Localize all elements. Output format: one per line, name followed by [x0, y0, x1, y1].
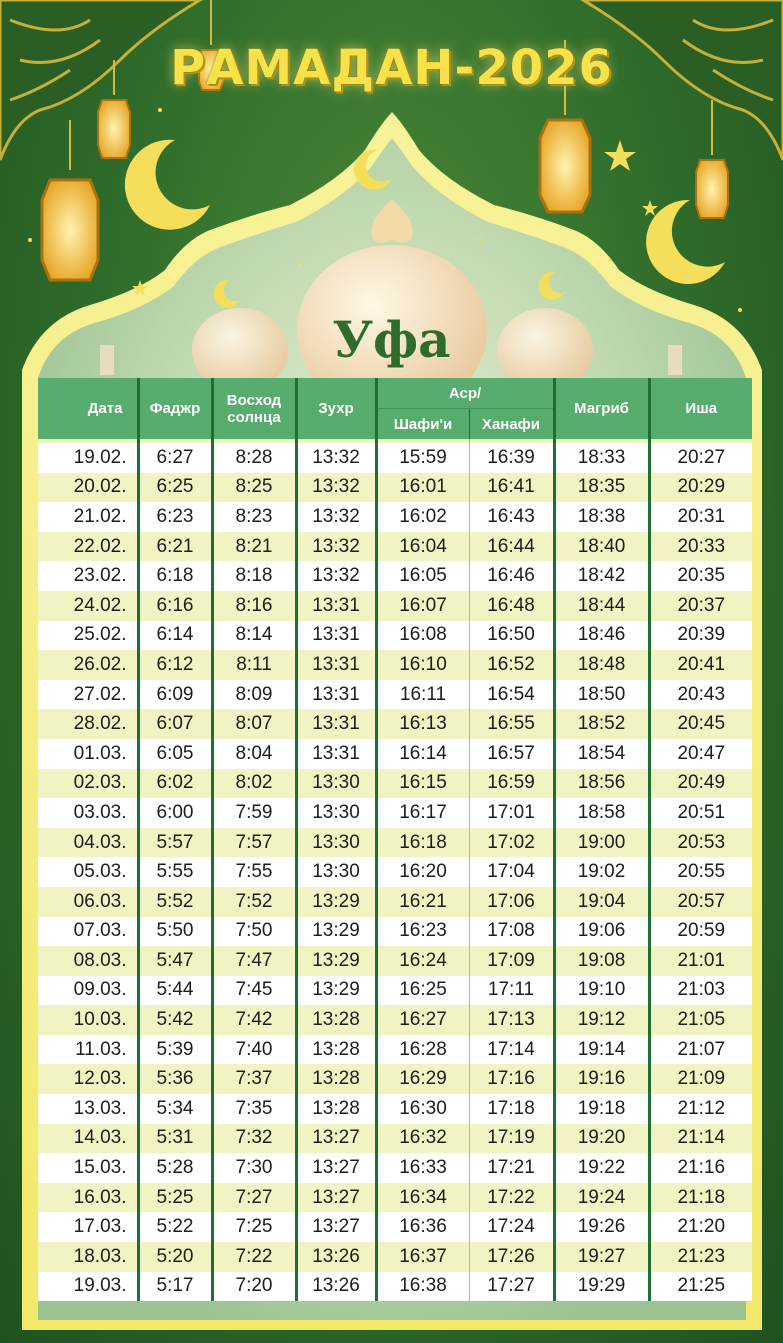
- table-row: [38, 680, 752, 710]
- maghrib-cell: 18:38: [554, 502, 649, 532]
- fajr-cell: 5:39: [138, 1035, 212, 1065]
- zuhr-cell: 13:31: [296, 739, 376, 769]
- sunrise-cell: 7:30: [212, 1153, 296, 1183]
- date-cell: 19.03.: [38, 1272, 138, 1302]
- asr-shafi-cell: 16:02: [376, 502, 469, 532]
- zuhr-cell: 13:28: [296, 1094, 376, 1124]
- isha-cell: 21:07: [649, 1035, 752, 1065]
- asr-hanafi-cell: 16:43: [469, 502, 554, 532]
- asr-shafi-cell: 16:13: [376, 709, 469, 739]
- sunrise-cell: 8:02: [212, 769, 296, 799]
- zuhr-cell: 13:27: [296, 1212, 376, 1242]
- asr-hanafi-cell: 16:41: [469, 473, 554, 503]
- date-cell: 16.03.: [38, 1183, 138, 1213]
- table-row: [38, 769, 752, 799]
- asr-shafi-cell: 16:32: [376, 1124, 469, 1154]
- maghrib-cell: 18:50: [554, 680, 649, 710]
- asr-hanafi-cell: 17:14: [469, 1035, 554, 1065]
- isha-cell: 21:18: [649, 1183, 752, 1213]
- asr-shafi-cell: 16:14: [376, 739, 469, 769]
- fajr-cell: 5:47: [138, 946, 212, 976]
- sunrise-cell: 7:42: [212, 1005, 296, 1035]
- date-cell: 27.02.: [38, 680, 138, 710]
- asr-hanafi-cell: 16:50: [469, 621, 554, 651]
- sunrise-cell: 8:11: [212, 650, 296, 680]
- table-row: [38, 1272, 752, 1302]
- asr-shafi-cell: 16:10: [376, 650, 469, 680]
- fajr-cell: 6:16: [138, 591, 212, 621]
- asr-shafi-cell: 16:08: [376, 621, 469, 651]
- date-cell: 24.02.: [38, 591, 138, 621]
- isha-cell: 21:01: [649, 946, 752, 976]
- fajr-cell: 5:17: [138, 1272, 212, 1302]
- asr-shafi-cell: 16:17: [376, 798, 469, 828]
- date-cell: 11.03.: [38, 1035, 138, 1065]
- maghrib-cell: 19:14: [554, 1035, 649, 1065]
- maghrib-cell: 18:33: [554, 443, 649, 473]
- asr-shafi-cell: 16:05: [376, 561, 469, 591]
- maghrib-cell: 19:16: [554, 1064, 649, 1094]
- table-row: [38, 917, 752, 947]
- sunrise-cell: 7:47: [212, 946, 296, 976]
- fajr-cell: 5:25: [138, 1183, 212, 1213]
- table-header: [38, 378, 752, 439]
- asr-hanafi-cell: 16:46: [469, 561, 554, 591]
- maghrib-cell: 18:56: [554, 769, 649, 799]
- asr-shafi-cell: 16:01: [376, 473, 469, 503]
- isha-cell: 21:03: [649, 976, 752, 1006]
- maghrib-cell: 19:27: [554, 1242, 649, 1272]
- schedule-table-wrap: [38, 378, 752, 1301]
- isha-cell: 21:09: [649, 1064, 752, 1094]
- header-zuhr: Зухр: [296, 378, 376, 439]
- table-row: [38, 1124, 752, 1154]
- table-row: [38, 946, 752, 976]
- header-fajr: Фаджр: [138, 378, 212, 439]
- sunrise-cell: 7:45: [212, 976, 296, 1006]
- date-cell: 07.03.: [38, 917, 138, 947]
- table-row: [38, 1064, 752, 1094]
- fajr-cell: 5:28: [138, 1153, 212, 1183]
- sunrise-cell: 7:59: [212, 798, 296, 828]
- table-row: [38, 709, 752, 739]
- date-cell: 28.02.: [38, 709, 138, 739]
- table-row: [38, 473, 752, 503]
- fajr-cell: 5:22: [138, 1212, 212, 1242]
- maghrib-cell: 19:22: [554, 1153, 649, 1183]
- zuhr-cell: 13:32: [296, 532, 376, 562]
- sunrise-cell: 8:14: [212, 621, 296, 651]
- date-cell: 04.03.: [38, 828, 138, 858]
- header-isha: Иша: [649, 378, 752, 439]
- fajr-cell: 5:31: [138, 1124, 212, 1154]
- zuhr-cell: 13:26: [296, 1242, 376, 1272]
- sunrise-cell: 8:25: [212, 473, 296, 503]
- sunrise-cell: 8:28: [212, 443, 296, 473]
- fajr-cell: 6:12: [138, 650, 212, 680]
- isha-cell: 20:29: [649, 473, 752, 503]
- table-row: [38, 1035, 752, 1065]
- fajr-cell: 6:23: [138, 502, 212, 532]
- zuhr-cell: 13:32: [296, 473, 376, 503]
- date-cell: 15.03.: [38, 1153, 138, 1183]
- header-asr-hanafi: Ханафи: [469, 409, 554, 440]
- asr-hanafi-cell: 17:26: [469, 1242, 554, 1272]
- zuhr-cell: 13:27: [296, 1124, 376, 1154]
- header-maghrib: Магриб: [554, 378, 649, 439]
- date-cell: 20.02.: [38, 473, 138, 503]
- sunrise-cell: 7:20: [212, 1272, 296, 1302]
- table-row: [38, 561, 752, 591]
- asr-shafi-cell: 16:23: [376, 917, 469, 947]
- asr-hanafi-cell: 16:59: [469, 769, 554, 799]
- fajr-cell: 6:07: [138, 709, 212, 739]
- asr-hanafi-cell: 17:19: [469, 1124, 554, 1154]
- date-cell: 02.03.: [38, 769, 138, 799]
- maghrib-cell: 19:12: [554, 1005, 649, 1035]
- zuhr-cell: 13:30: [296, 857, 376, 887]
- fajr-cell: 5:34: [138, 1094, 212, 1124]
- maghrib-cell: 19:06: [554, 917, 649, 947]
- asr-shafi-cell: 16:29: [376, 1064, 469, 1094]
- isha-cell: 20:51: [649, 798, 752, 828]
- asr-shafi-cell: 15:59: [376, 443, 469, 473]
- table-row: [38, 532, 752, 562]
- isha-cell: 20:37: [649, 591, 752, 621]
- fajr-cell: 5:44: [138, 976, 212, 1006]
- sunrise-cell: 7:40: [212, 1035, 296, 1065]
- maghrib-cell: 19:08: [554, 946, 649, 976]
- zuhr-cell: 13:31: [296, 650, 376, 680]
- table-row: [38, 1153, 752, 1183]
- zuhr-cell: 13:28: [296, 1035, 376, 1065]
- fajr-cell: 5:42: [138, 1005, 212, 1035]
- fajr-cell: 6:18: [138, 561, 212, 591]
- isha-cell: 20:49: [649, 769, 752, 799]
- maghrib-cell: 19:18: [554, 1094, 649, 1124]
- zuhr-cell: 13:27: [296, 1153, 376, 1183]
- fajr-cell: 6:09: [138, 680, 212, 710]
- isha-cell: 20:39: [649, 621, 752, 651]
- sunrise-cell: 8:18: [212, 561, 296, 591]
- date-cell: 13.03.: [38, 1094, 138, 1124]
- page-title: РАМАДАН-2026: [170, 40, 613, 96]
- date-cell: 06.03.: [38, 887, 138, 917]
- asr-hanafi-cell: 17:04: [469, 857, 554, 887]
- asr-hanafi-cell: 17:08: [469, 917, 554, 947]
- sunrise-cell: 7:37: [212, 1064, 296, 1094]
- zuhr-cell: 13:29: [296, 946, 376, 976]
- asr-shafi-cell: 16:20: [376, 857, 469, 887]
- sunrise-cell: 8:04: [212, 739, 296, 769]
- asr-hanafi-cell: 16:39: [469, 443, 554, 473]
- maghrib-cell: 18:48: [554, 650, 649, 680]
- sunrise-cell: 7:50: [212, 917, 296, 947]
- zuhr-cell: 13:32: [296, 561, 376, 591]
- maghrib-cell: 19:10: [554, 976, 649, 1006]
- fajr-cell: 5:57: [138, 828, 212, 858]
- zuhr-cell: 13:31: [296, 680, 376, 710]
- asr-hanafi-cell: 17:02: [469, 828, 554, 858]
- table-body: [38, 439, 752, 1301]
- asr-hanafi-cell: 17:18: [469, 1094, 554, 1124]
- isha-cell: 21:14: [649, 1124, 752, 1154]
- table-row: [38, 502, 752, 532]
- date-cell: 05.03.: [38, 857, 138, 887]
- table-row: [38, 798, 752, 828]
- fajr-cell: 5:52: [138, 887, 212, 917]
- asr-shafi-cell: 16:18: [376, 828, 469, 858]
- date-cell: 09.03.: [38, 976, 138, 1006]
- sunrise-cell: 7:22: [212, 1242, 296, 1272]
- table-row: [38, 828, 752, 858]
- asr-hanafi-cell: 16:44: [469, 532, 554, 562]
- maghrib-cell: 19:04: [554, 887, 649, 917]
- zuhr-cell: 13:29: [296, 917, 376, 947]
- fajr-cell: 6:00: [138, 798, 212, 828]
- zuhr-cell: 13:29: [296, 887, 376, 917]
- fajr-cell: 6:14: [138, 621, 212, 651]
- date-cell: 25.02.: [38, 621, 138, 651]
- zuhr-cell: 13:28: [296, 1005, 376, 1035]
- asr-shafi-cell: 16:28: [376, 1035, 469, 1065]
- asr-shafi-cell: 16:15: [376, 769, 469, 799]
- date-cell: 19.02.: [38, 443, 138, 473]
- asr-hanafi-cell: 17:21: [469, 1153, 554, 1183]
- table-row: [38, 857, 752, 887]
- zuhr-cell: 13:30: [296, 769, 376, 799]
- table-row: [38, 1183, 752, 1213]
- isha-cell: 20:59: [649, 917, 752, 947]
- sunrise-cell: 7:52: [212, 887, 296, 917]
- zuhr-cell: 13:30: [296, 798, 376, 828]
- date-cell: 03.03.: [38, 798, 138, 828]
- asr-shafi-cell: 16:11: [376, 680, 469, 710]
- table-row: [38, 1242, 752, 1272]
- asr-shafi-cell: 16:33: [376, 1153, 469, 1183]
- fajr-cell: 6:25: [138, 473, 212, 503]
- isha-cell: 21:12: [649, 1094, 752, 1124]
- maghrib-cell: 19:00: [554, 828, 649, 858]
- header-date: Дата: [38, 378, 138, 439]
- asr-hanafi-cell: 17:24: [469, 1212, 554, 1242]
- table-row: [38, 976, 752, 1006]
- asr-hanafi-cell: 17:11: [469, 976, 554, 1006]
- sunrise-cell: 7:27: [212, 1183, 296, 1213]
- date-cell: 21.02.: [38, 502, 138, 532]
- isha-cell: 21:20: [649, 1212, 752, 1242]
- maghrib-cell: 19:02: [554, 857, 649, 887]
- asr-hanafi-cell: 17:09: [469, 946, 554, 976]
- zuhr-cell: 13:27: [296, 1183, 376, 1213]
- sunrise-cell: 7:55: [212, 857, 296, 887]
- isha-cell: 20:47: [649, 739, 752, 769]
- asr-hanafi-cell: 17:22: [469, 1183, 554, 1213]
- asr-hanafi-cell: 17:01: [469, 798, 554, 828]
- asr-hanafi-cell: 17:06: [469, 887, 554, 917]
- header-asr: Аср/: [376, 378, 554, 409]
- table-row: [38, 739, 752, 769]
- table-row: [38, 591, 752, 621]
- fajr-cell: 6:02: [138, 769, 212, 799]
- zuhr-cell: 13:31: [296, 709, 376, 739]
- date-cell: 18.03.: [38, 1242, 138, 1272]
- fajr-cell: 6:27: [138, 443, 212, 473]
- table-row: [38, 1212, 752, 1242]
- table-row: [38, 1094, 752, 1124]
- fajr-cell: 5:55: [138, 857, 212, 887]
- maghrib-cell: 19:20: [554, 1124, 649, 1154]
- isha-cell: 20:41: [649, 650, 752, 680]
- date-cell: 17.03.: [38, 1212, 138, 1242]
- sunrise-cell: 7:25: [212, 1212, 296, 1242]
- asr-hanafi-cell: 16:55: [469, 709, 554, 739]
- sunrise-cell: 7:57: [212, 828, 296, 858]
- sunrise-cell: 7:32: [212, 1124, 296, 1154]
- asr-hanafi-cell: 17:16: [469, 1064, 554, 1094]
- zuhr-cell: 13:29: [296, 976, 376, 1006]
- maghrib-cell: 18:35: [554, 473, 649, 503]
- table-row: [38, 1005, 752, 1035]
- maghrib-cell: 19:26: [554, 1212, 649, 1242]
- maghrib-cell: 18:52: [554, 709, 649, 739]
- date-cell: 22.02.: [38, 532, 138, 562]
- date-cell: 08.03.: [38, 946, 138, 976]
- asr-shafi-cell: 16:07: [376, 591, 469, 621]
- sunrise-cell: 8:09: [212, 680, 296, 710]
- zuhr-cell: 13:30: [296, 828, 376, 858]
- isha-cell: 21:16: [649, 1153, 752, 1183]
- fajr-cell: 6:05: [138, 739, 212, 769]
- asr-hanafi-cell: 16:54: [469, 680, 554, 710]
- maghrib-cell: 18:42: [554, 561, 649, 591]
- isha-cell: 21:25: [649, 1272, 752, 1302]
- date-cell: 23.02.: [38, 561, 138, 591]
- isha-cell: 20:31: [649, 502, 752, 532]
- asr-shafi-cell: 16:36: [376, 1212, 469, 1242]
- asr-shafi-cell: 16:37: [376, 1242, 469, 1272]
- maghrib-cell: 19:29: [554, 1272, 649, 1302]
- isha-cell: 20:45: [649, 709, 752, 739]
- asr-shafi-cell: 16:34: [376, 1183, 469, 1213]
- table-row: [38, 443, 752, 473]
- isha-cell: 20:43: [649, 680, 752, 710]
- maghrib-cell: 19:24: [554, 1183, 649, 1213]
- maghrib-cell: 18:40: [554, 532, 649, 562]
- asr-hanafi-cell: 17:13: [469, 1005, 554, 1035]
- isha-cell: 21:05: [649, 1005, 752, 1035]
- date-cell: 01.03.: [38, 739, 138, 769]
- isha-cell: 20:33: [649, 532, 752, 562]
- zuhr-cell: 13:26: [296, 1272, 376, 1302]
- table-row: [38, 650, 752, 680]
- asr-shafi-cell: 16:25: [376, 976, 469, 1006]
- asr-shafi-cell: 16:38: [376, 1272, 469, 1302]
- isha-cell: 20:55: [649, 857, 752, 887]
- date-cell: 26.02.: [38, 650, 138, 680]
- isha-cell: 21:23: [649, 1242, 752, 1272]
- isha-cell: 20:35: [649, 561, 752, 591]
- asr-hanafi-cell: 16:57: [469, 739, 554, 769]
- isha-cell: 20:53: [649, 828, 752, 858]
- zuhr-cell: 13:31: [296, 621, 376, 651]
- sunrise-cell: 8:23: [212, 502, 296, 532]
- maghrib-cell: 18:54: [554, 739, 649, 769]
- zuhr-cell: 13:32: [296, 502, 376, 532]
- header-asr-shafi: Шафи'и: [376, 409, 469, 440]
- zuhr-cell: 13:28: [296, 1064, 376, 1094]
- date-cell: 10.03.: [38, 1005, 138, 1035]
- sunrise-cell: 7:35: [212, 1094, 296, 1124]
- maghrib-cell: 18:44: [554, 591, 649, 621]
- fajr-cell: 5:50: [138, 917, 212, 947]
- asr-shafi-cell: 16:27: [376, 1005, 469, 1035]
- sunrise-cell: 8:07: [212, 709, 296, 739]
- maghrib-cell: 18:46: [554, 621, 649, 651]
- isha-cell: 20:57: [649, 887, 752, 917]
- table-row: [38, 621, 752, 651]
- asr-shafi-cell: 16:24: [376, 946, 469, 976]
- city-name: Уфа: [332, 310, 451, 369]
- header-sunrise: Восход солнца: [212, 378, 296, 439]
- sunrise-cell: 8:21: [212, 532, 296, 562]
- maghrib-cell: 18:58: [554, 798, 649, 828]
- zuhr-cell: 13:31: [296, 591, 376, 621]
- fajr-cell: 6:21: [138, 532, 212, 562]
- prayer-times-table: [38, 378, 752, 1301]
- asr-hanafi-cell: 16:48: [469, 591, 554, 621]
- table-row: [38, 887, 752, 917]
- asr-hanafi-cell: 17:27: [469, 1272, 554, 1302]
- asr-shafi-cell: 16:21: [376, 887, 469, 917]
- zuhr-cell: 13:32: [296, 443, 376, 473]
- asr-shafi-cell: 16:04: [376, 532, 469, 562]
- fajr-cell: 5:36: [138, 1064, 212, 1094]
- asr-shafi-cell: 16:30: [376, 1094, 469, 1124]
- date-cell: 12.03.: [38, 1064, 138, 1094]
- isha-cell: 20:27: [649, 443, 752, 473]
- date-cell: 14.03.: [38, 1124, 138, 1154]
- fajr-cell: 5:20: [138, 1242, 212, 1272]
- asr-hanafi-cell: 16:52: [469, 650, 554, 680]
- sunrise-cell: 8:16: [212, 591, 296, 621]
